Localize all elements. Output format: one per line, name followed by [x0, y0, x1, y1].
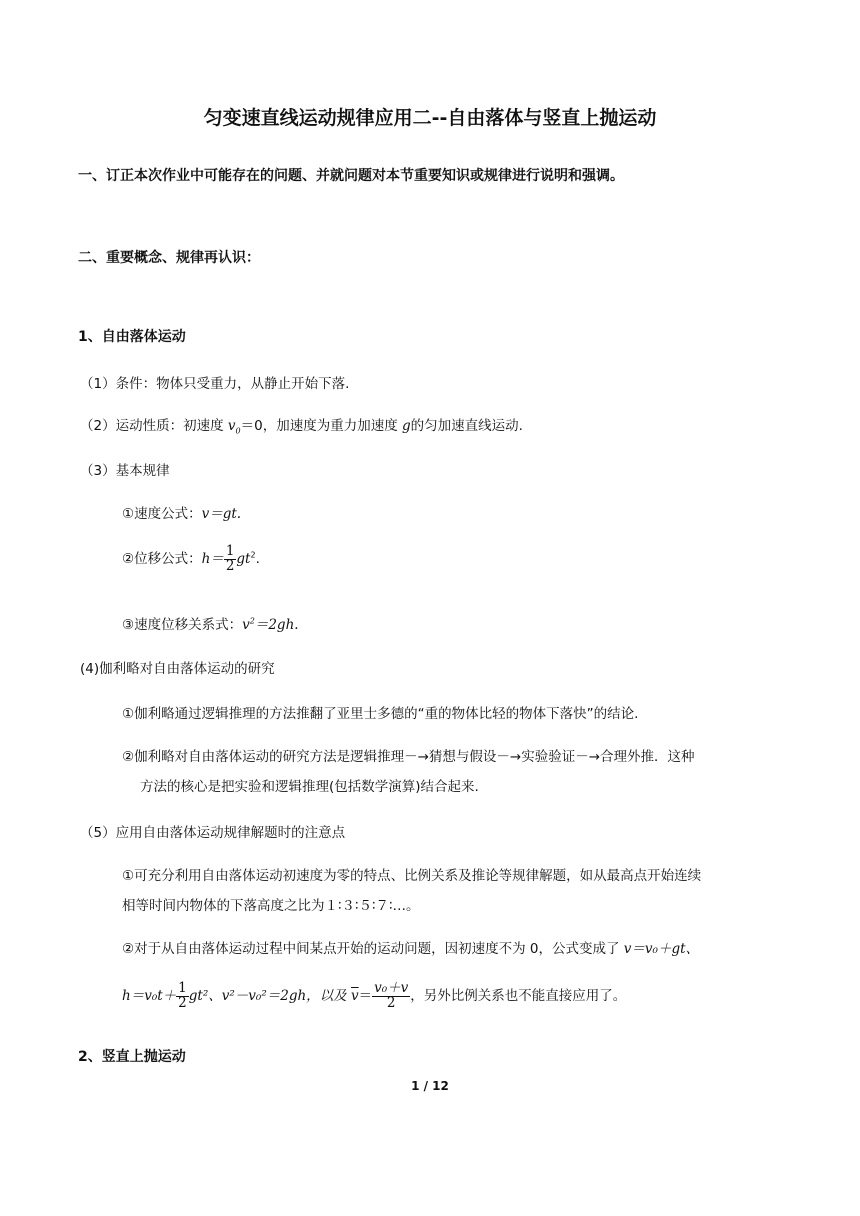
galileo-point-1: ①伽利略通过逻辑推理的方法推翻了亚里士多德的“重的物体比轻的物体下落快”的结论.	[122, 706, 639, 722]
topic-vertical-throw: 2、竖直上抛运动	[78, 1049, 186, 1065]
fraction-num: 1	[225, 543, 235, 559]
fraction-average-velocity: $\frac{\text{v₀＋v}}{2}$	[374, 980, 409, 1011]
motion-nature	[80, 414, 523, 436]
note-2b-mid: gt²、v²－v₀²＝2gh，以及	[188, 988, 347, 1004]
formula-displacement-post: gt	[236, 551, 251, 567]
page-title: 匀变速直线运动规律应用二--自由落体与竖直上抛运动	[203, 107, 657, 129]
note-1b: 相等时间内物体的下落高度之比为１∶３∶５∶７∶…。	[122, 898, 420, 914]
v0-symbol: $v_0$	[227, 418, 241, 436]
note-1a: ①可充分利用自由落体运动初速度为零的特点、比例关系及推论等规律解题，如从最高点开始连续	[122, 868, 702, 884]
motion-nature-c: 的匀加速直线运动.	[410, 418, 523, 434]
galileo-point-2b: 方法的核心是把实验和逻辑推理(包括数学演算)结合起来.	[140, 779, 479, 795]
note-2b-h: h＝v₀t＋	[122, 988, 177, 1004]
basic-laws-heading: （3）基本规律	[80, 463, 170, 479]
formula-velocity-label: ①速度公式：	[122, 506, 202, 522]
formula-displacement: ②位移公式：h＝ $\frac{1}{2}$ $gt^2$.	[122, 543, 260, 574]
condition-text: （1）条件：物体只受重力，从静止开始下落.	[80, 376, 350, 392]
fraction-half	[224, 545, 237, 573]
page-number: 1 / 12	[411, 1079, 449, 1093]
galileo-point-2a: ②伽利略对自由落体运动的研究方法是逻辑推理－→猜想与假设－→实验验证－→合理外推．这种	[122, 749, 695, 765]
motion-nature-b: ＝0，加速度为重力加速度	[240, 418, 398, 434]
formula-velocity-expr: v＝gt.	[201, 506, 242, 522]
notes-heading: （5）应用自由落体运动规律解题时的注意点	[80, 825, 346, 841]
formula-displacement-pre: h＝	[201, 551, 224, 567]
motion-nature-a: （2）运动性质：初速度	[80, 418, 224, 434]
formula-vd-expr: ＝2gh.	[254, 617, 299, 633]
formula-velocity	[122, 502, 241, 522]
fraction-half-2: $\frac{1}{2}$	[178, 980, 187, 1011]
note-2b: h＝v₀t＋ $\frac{1}{2}$ gt²、v²－v₀²＝2gh，以及 $\overline{v}=$ $\frac{\text{v₀＋v}}{2}$ ，另外比例关系也不能直接应用了。	[122, 980, 627, 1011]
topic-free-fall: 1、自由落体运动	[78, 329, 186, 345]
g-symbol: g	[402, 418, 411, 434]
note-2a-expr: v＝v₀＋gt、	[623, 941, 700, 957]
note-2b-tail: ，另外比例关系也不能直接应用了。	[410, 988, 627, 1004]
fraction-den: 2	[225, 557, 235, 574]
formula-velocity-displacement: ③速度位移关系式：$v^2=2gh$.	[122, 616, 299, 633]
formula-vd-label: ③速度位移关系式：	[122, 617, 243, 633]
galileo-heading: (4)伽利略对自由落体运动的研究	[80, 661, 275, 677]
formula-displacement-label: ②位移公式：	[122, 551, 202, 567]
note-2a-text: ②对于从自由落体运动过程中间某点开始的运动问题，因初速度不为 0，公式变成了	[122, 941, 620, 957]
v-bar: $\overline{v}$	[350, 988, 359, 1004]
note-2a	[122, 937, 699, 957]
section-1-heading: 一、订正本次作业中可能存在的问题、并就问题对本节重要知识或规律进行说明和强调。	[78, 168, 624, 184]
section-2-heading: 二、重要概念、规律再认识：	[78, 250, 260, 266]
